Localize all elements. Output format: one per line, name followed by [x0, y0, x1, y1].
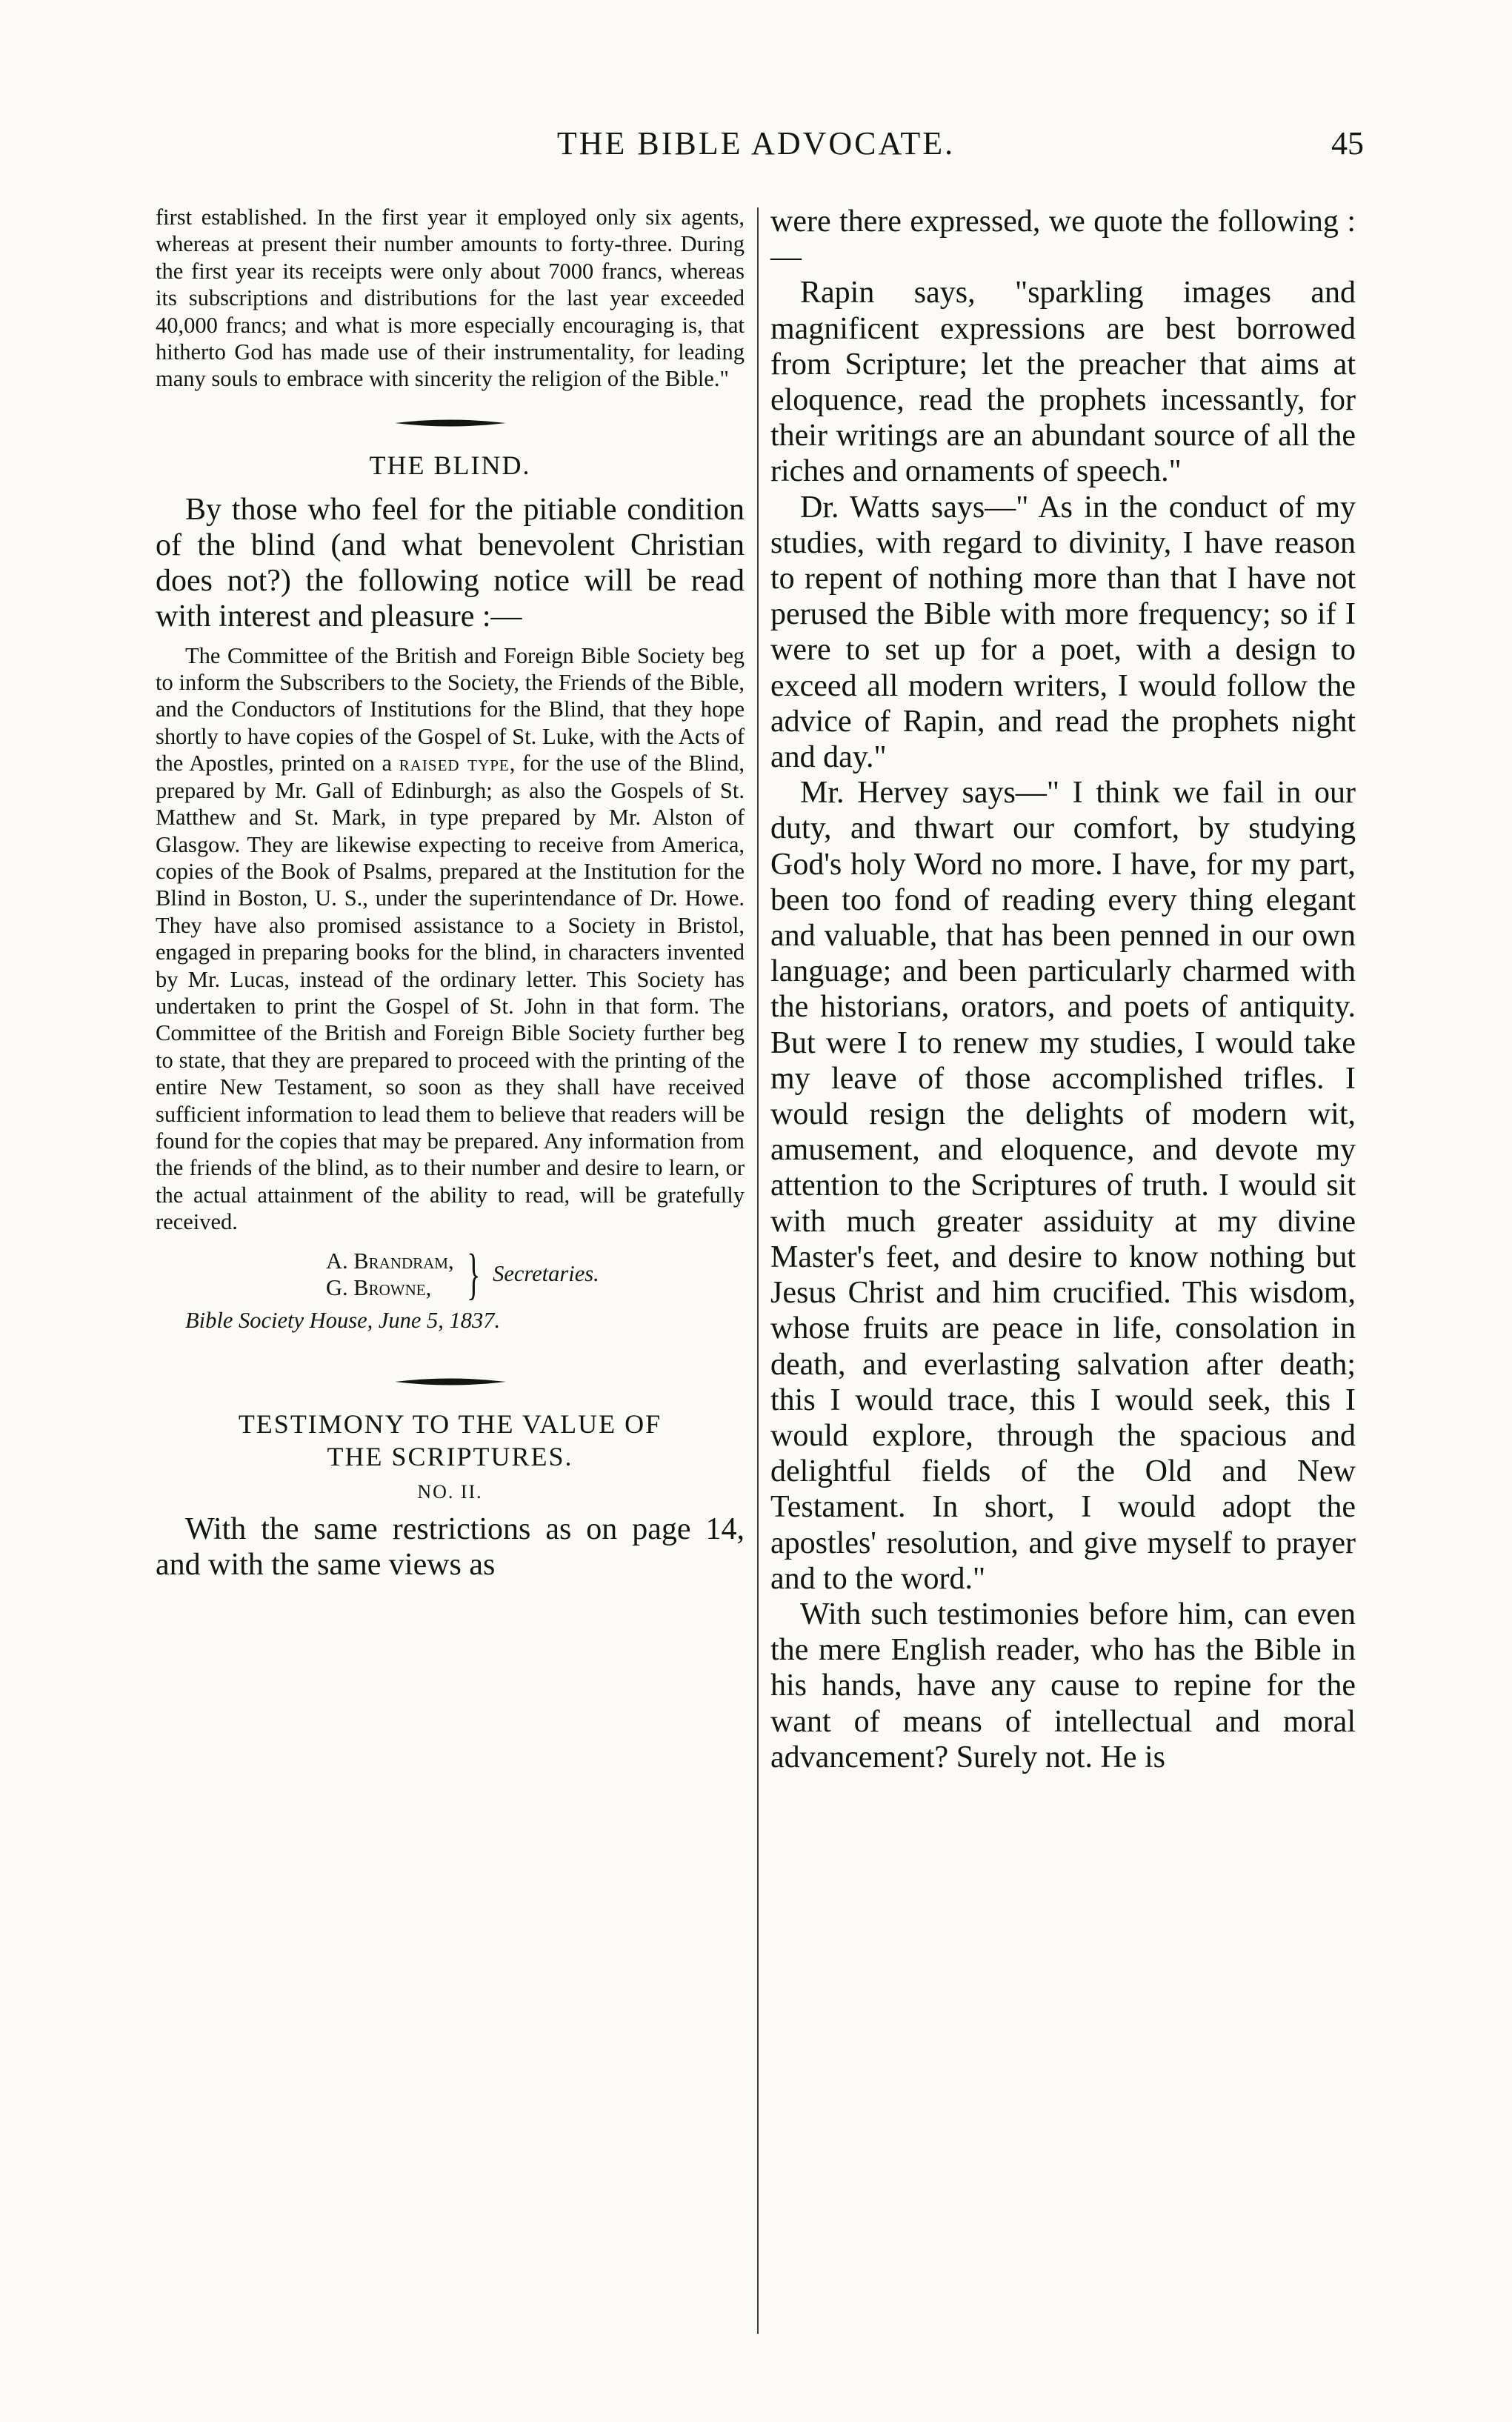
conclusion-paragraph: With such testimonies before him, can even the mere English reader, who has the Bible in his hands, have any cause to repine for the want of means of intellectual and moral advancement? Surely not. He is	[770, 1597, 1356, 1774]
blind-intro: By those who feel for the pitiable condition of the blind (and what benevolent Christian does not?) the following notice will be read with interest and pleasure :—	[156, 492, 745, 634]
left-column	[156, 204, 745, 1583]
section-ornament-2	[395, 1375, 506, 1388]
testimony-heading-line1: TESTIMONY TO THE VALUE OF	[238, 1408, 662, 1439]
brace-glyph: }	[466, 1242, 480, 1305]
right-column	[770, 204, 1356, 1775]
testimony-heading-line2: THE SCRIPTURES.	[327, 1441, 573, 1471]
dateline: Bible Society House, June 5, 1837.	[185, 1307, 501, 1333]
signatory-names	[326, 1248, 454, 1301]
signatory-brandram: A. Brandram,	[326, 1248, 454, 1274]
signatory-browne: G. Browne,	[326, 1274, 432, 1300]
raised-type-phrase: raised type	[399, 751, 510, 776]
section-ornament	[395, 416, 506, 430]
testimony-number: NO. II.	[417, 1480, 483, 1503]
notice-text-2: , for the use of the Blind, prepared by Mr. Gall of Edinburgh; as also the Gospels of St. Matthew and St. Mark, in type prepared by Mr. Alston of Glasgow. They are likewise expecting to receive from America, copies of the Book of Psalms, prepared at the Institution for the Blind in Boston, U. S., under the superintendance of Dr. Howe. They have also promised assistance to a Society in Bristol, engaged in preparing books for the blind, in characters invented by Mr. Lucas, instead of the ordinary letter. This Society has undertaken to print the Gospel of St. John in that form. The Committee of the British and Foreign Bible Society further beg to state, that they are prepared to proceed with the printing of the entire New Testament, so soon as they shall have received sufficient information to lead them to believe that readers will be found for the copies that may be prepared. Any information from the friends of the blind, as to their number and desire to learn, or the actual attainment of the ability to read, will be gratefully received.	[156, 751, 745, 1235]
intro-paragraph: first established. In the first year it employed only six agents, whereas at present their number amounts to forty-three. During the first year its receipts were only about 7000 francs, whereas its subscriptions and distributions for the last year exceeded 40,000 francs; and what is more especially encouraging is, that hitherto God has made use of their instrumentality, for leading many souls to embrace with sincerity the religion of the Bible."	[156, 204, 745, 392]
column-divider	[757, 207, 759, 2334]
notice-text-1: The Committee of the British and Foreign Bible Society beg to inform the Subscribers to the Society, the Friends of the Bible, and the Conductors of Institutions for the Blind, that they hope shortly to have copies of the Gospel of St. Luke, with the Acts of the Apostles, printed on a	[156, 642, 745, 776]
hervey-quote: Mr. Hervey says—" I think we fail in our duty, and thwart our comfort, by studying God's holy Word no more. I have, for my part, been too fond of reading every thing elegant and valuable, that has been penned in our own language; and been particularly charmed with the historians, orators, and poets of antiquity. But were I to renew my studies, I would take my leave of those accomplished trifles. I would resign the delights of modern wit, amusement, and eloquence, and devote my attention to the Scriptures of truth. I would sit with much greater assiduity at my divine Master's feet, and desire to know nothing but Jesus Christ and him crucified. This wisdom, whose fruits are peace in life, consolation in death, and everlasting salvation after death; this I would trace, this I would seek, this I would explore, through the spacious and delightful fields of the Old and New Testament. In short, I would adopt the apostles' resolution, and give myself to prayer and to the word."	[770, 776, 1356, 1596]
page-number: 45	[1331, 125, 1364, 162]
watts-quote: Dr. Watts says—" As in the conduct of my studies, with regard to divinity, I have reason to repent of nothing more than that I have not perused the Bible with more frequency; so if I were to set up for a poet, with a design to exceed all modern writers, I would follow the advice of Rapin, and read the prophets night and day."	[770, 490, 1356, 775]
running-header: THE BIBLE ADVOCATE.	[556, 125, 956, 162]
bible-society-notice	[156, 642, 745, 1236]
blind-heading: THE BLIND.	[369, 450, 531, 480]
signatory-role: Secretaries.	[493, 1261, 599, 1287]
signature-block	[156, 1242, 745, 1305]
testimony-intro: With the same restrictions as on page 14, and with the same views as	[156, 1511, 745, 1582]
right-p1: were there expressed, we quote the following :—	[770, 204, 1356, 275]
rapin-quote: Rapin says, "sparkling images and magnificent expressions are best borrowed from Scripture; let the preacher that aims at eloquence, read the prophets incessantly, for their writings are an abundant source of all the riches and ornaments of speech."	[770, 276, 1356, 489]
